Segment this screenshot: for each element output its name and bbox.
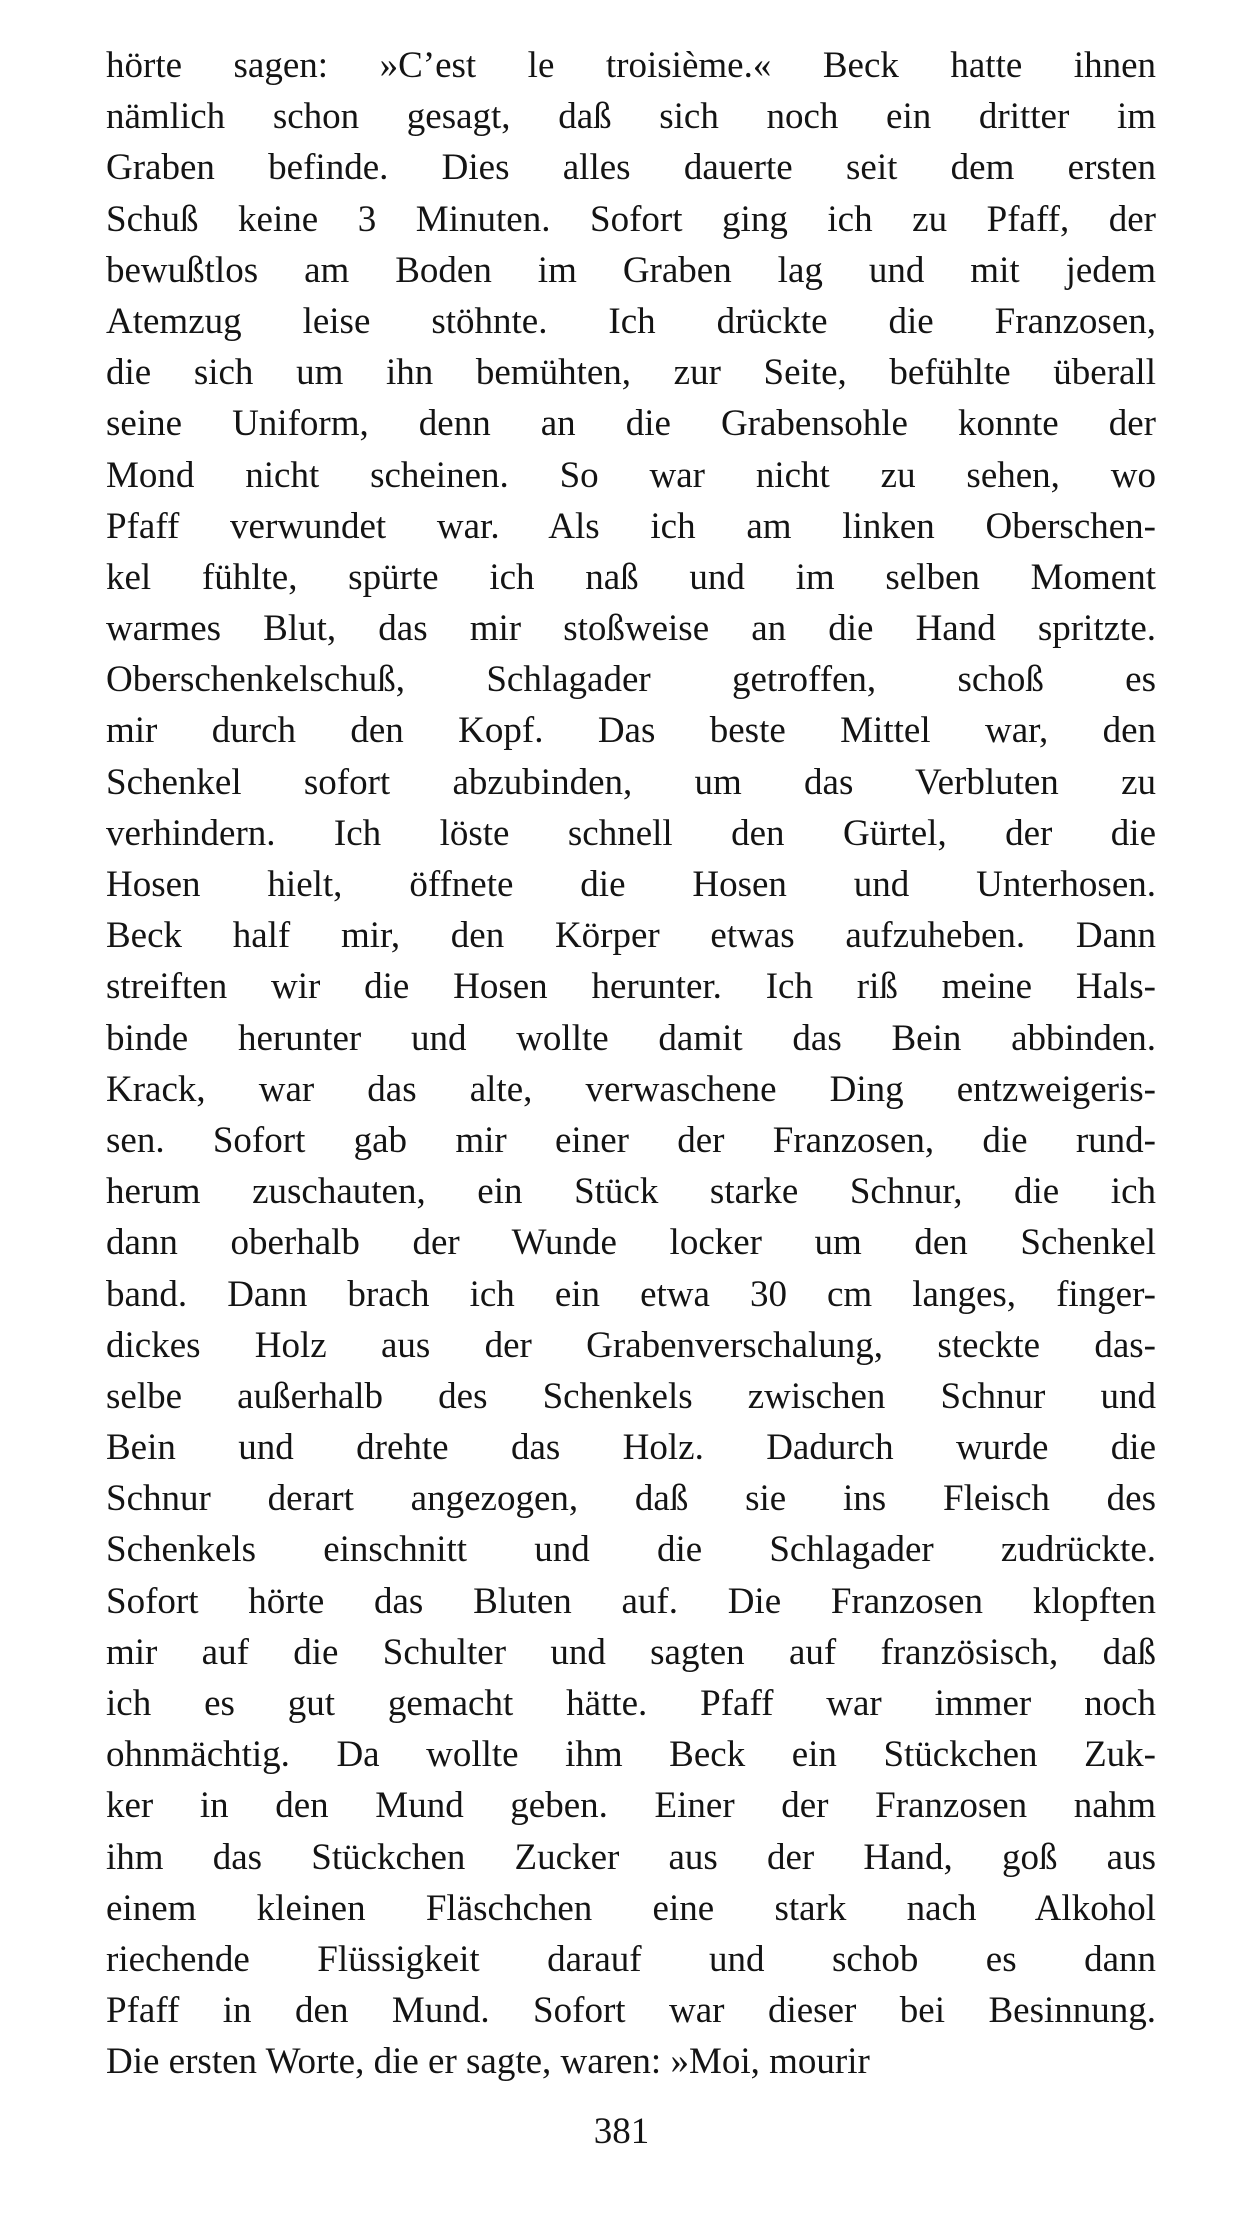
text-line: ker in den Mund geben. Einer der Franzosen nahm	[106, 1785, 1156, 1827]
text-line: nämlich schon gesagt, daß sich noch ein dritter im	[106, 96, 1156, 138]
text-line: selbe außerhalb des Schenkels zwischen Schnur und	[106, 1375, 1156, 1417]
text-line: mir auf die Schulter und sagten auf französisch, daß	[106, 1631, 1156, 1673]
page-number: 381	[593, 2111, 650, 2152]
text-line: ihm das Stückchen Zucker aus der Hand, goß aus	[106, 1836, 1156, 1878]
text-line: dickes Holz aus der Grabenverschalung, steckte das-	[106, 1324, 1156, 1366]
text-line: ich es gut gemacht hätte. Pfaff war immer noch	[106, 1683, 1156, 1724]
text-line: seine Uniform, denn an die Grabensohle konnte der	[106, 403, 1156, 445]
text-line: Die ersten Worte, die er sagte, waren: »Moi, mourir	[106, 2041, 870, 2083]
text-line: Hosen hielt, öffnete die Hosen und Unterhosen.	[106, 864, 1156, 905]
text-line: kel fühlte, spürte ich naß und im selben Moment	[106, 556, 1156, 598]
text-line: einem kleinen Fläschchen eine stark nach Alkohol	[106, 1887, 1156, 1929]
text-line: binde herunter und wollte damit das Bein abbinden.	[106, 1017, 1156, 1059]
text-line: verhindern. Ich löste schnell den Gürtel, der die	[106, 812, 1156, 854]
text-line: sen. Sofort gab mir einer der Franzosen, die rund-	[106, 1119, 1156, 1161]
body-text	[106, 40, 1156, 2088]
text-line: Bein und drehte das Holz. Dadurch wurde die	[106, 1427, 1156, 1469]
text-line: band. Dann brach ich ein etwa 30 cm langes, finger-	[106, 1273, 1156, 1315]
text-line: streiften wir die Hosen herunter. Ich riß meine Hals-	[106, 966, 1156, 1008]
text-line: Pfaff in den Mund. Sofort war dieser bei Besinnung.	[106, 1990, 1156, 2032]
text-line: Schnur derart angezogen, daß sie ins Fleisch des	[106, 1478, 1156, 1520]
text-line: dann oberhalb der Wunde locker um den Schenkel	[106, 1222, 1156, 1264]
text-line: herum zuschauten, ein Stück starke Schnur, die ich	[106, 1171, 1156, 1213]
text-line: mir durch den Kopf. Das beste Mittel war, den	[106, 710, 1156, 752]
text-line: Atemzug leise stöhnte. Ich drückte die Franzosen,	[106, 300, 1156, 342]
text-line: riechende Flüssigkeit darauf und schob es dann	[106, 1938, 1156, 1980]
text-line: Schuß keine 3 Minuten. Sofort ging ich zu Pfaff, der	[106, 198, 1156, 240]
text-line: Krack, war das alte, verwaschene Ding entzweigeris-	[106, 1068, 1156, 1110]
text-line: Pfaff verwundet war. Als ich am linken Oberschen-	[106, 505, 1156, 547]
text-line: bewußtlos am Boden im Graben lag und mit jedem	[106, 249, 1156, 291]
text-line: Oberschenkelschuß, Schlagader getroffen, schoß es	[106, 659, 1156, 701]
text-line: Sofort hörte das Bluten auf. Die Franzosen klopften	[106, 1580, 1156, 1622]
text-line: Schenkels einschnitt und die Schlagader zudrückte.	[106, 1529, 1156, 1571]
text-line: Mond nicht scheinen. So war nicht zu sehen, wo	[106, 454, 1156, 496]
text-line: die sich um ihn bemühten, zur Seite, befühlte überall	[106, 352, 1156, 394]
text-line: Graben befinde. Dies alles dauerte seit dem ersten	[106, 147, 1156, 189]
text-line: ohnmächtig. Da wollte ihm Beck ein Stückchen Zuk-	[106, 1734, 1156, 1776]
text-line: Schenkel sofort abzubinden, um das Verbluten zu	[106, 761, 1156, 803]
text-line: warmes Blut, das mir stoßweise an die Hand spritzte.	[106, 608, 1156, 650]
text-line: hörte sagen: »C’est le troisième.« Beck hatte ihnen	[106, 45, 1156, 86]
text-line: Beck half mir, den Körper etwas aufzuheben. Dann	[106, 915, 1156, 957]
